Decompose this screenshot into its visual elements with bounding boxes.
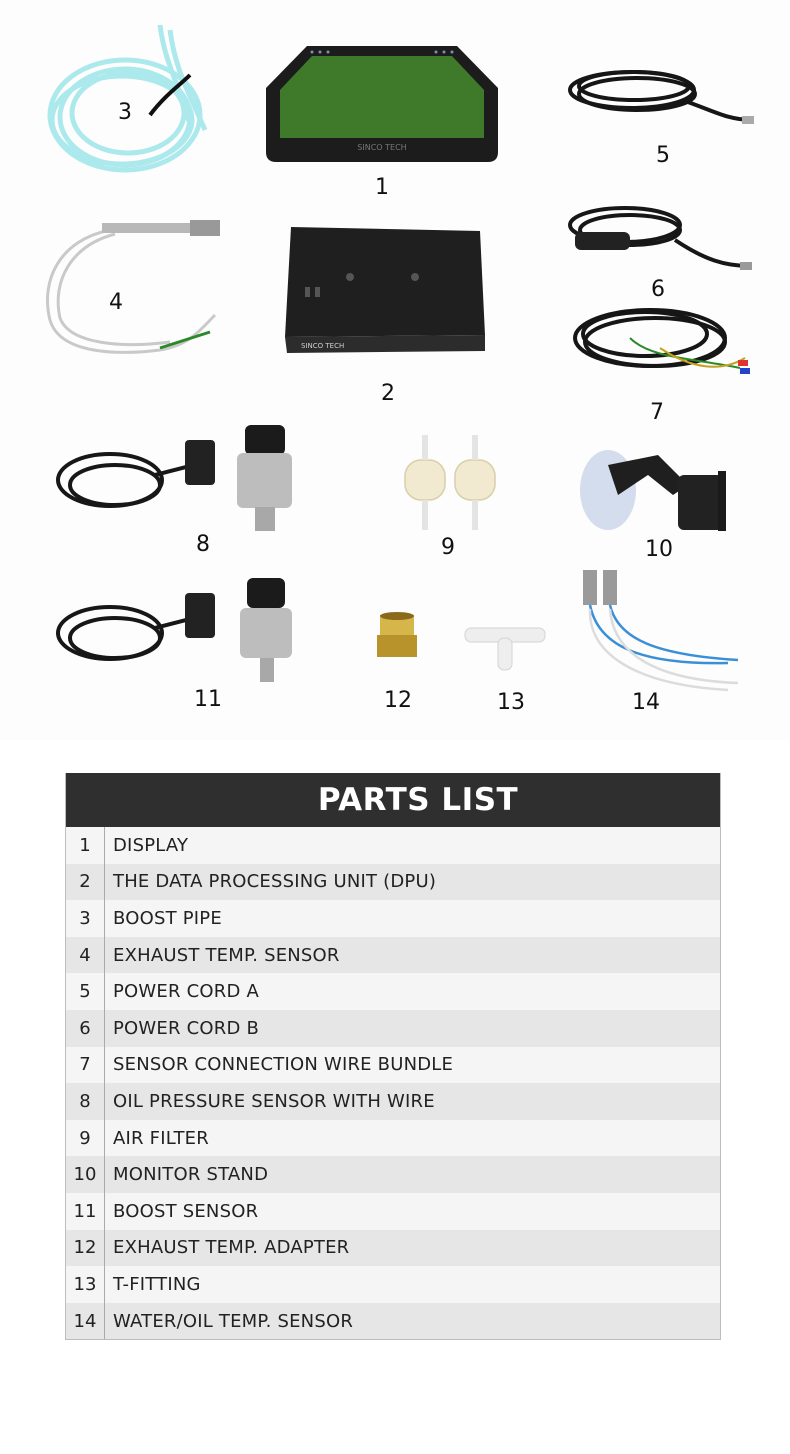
part-number-cell: 2: [79, 871, 91, 893]
table-row: [66, 1156, 720, 1193]
table-row: [66, 1010, 720, 1047]
dpu-brand-text: SINCO TECH: [301, 342, 345, 350]
oil-pressure-sensor-image: [55, 425, 300, 535]
item-number-6: 6: [651, 277, 665, 302]
part-name-cell: SENSOR CONNECTION WIRE BUNDLE: [113, 1054, 454, 1076]
part-name-cell: T-FITTING: [113, 1273, 201, 1295]
table-row: [66, 827, 720, 864]
parts-list-header: [66, 773, 720, 827]
item-number-5: 5: [656, 143, 670, 168]
table-row: [66, 1266, 720, 1303]
t-fitting-image: [465, 620, 550, 675]
part-number-cell: 11: [73, 1200, 97, 1222]
part-name-cell: THE DATA PROCESSING UNIT (DPU): [113, 871, 437, 893]
table-row: [66, 864, 720, 901]
parts-list-table: [65, 773, 721, 1340]
part-name-cell: BOOST SENSOR: [113, 1200, 259, 1222]
part-number-cell: 6: [79, 1017, 91, 1039]
table-row: [66, 1230, 720, 1267]
item-number-13: 13: [497, 690, 525, 715]
exhaust-temp-sensor-image: [40, 220, 230, 365]
item-number-1: 1: [375, 175, 389, 200]
part-name-cell: EXHAUST TEMP. SENSOR: [113, 944, 340, 966]
part-name-cell: MONITOR STAND: [113, 1164, 269, 1186]
part-number-cell: 3: [79, 907, 91, 929]
part-name-cell: EXHAUST TEMP. ADAPTER: [113, 1237, 350, 1259]
parts-list-title: PARTS LIST: [317, 782, 519, 818]
power-cord-a-image: [562, 60, 762, 135]
air-filter-image: [395, 435, 505, 535]
water-oil-temp-sensor-image: [578, 565, 748, 700]
part-name-cell: AIR FILTER: [113, 1127, 209, 1149]
item-number-14: 14: [632, 690, 660, 715]
item-number-12: 12: [384, 688, 412, 713]
table-row: [66, 1083, 720, 1120]
item-number-7: 7: [650, 400, 664, 425]
exhaust-temp-adapter-image: [375, 610, 420, 665]
part-number-cell: 8: [79, 1090, 91, 1112]
table-row: [66, 937, 720, 974]
item-number-3: 3: [118, 100, 132, 125]
item-number-10: 10: [645, 537, 673, 562]
parts-list-rows: [66, 827, 720, 1339]
part-number-cell: 13: [73, 1273, 97, 1295]
item-number-4: 4: [109, 290, 123, 315]
monitor-stand-image: [578, 435, 743, 535]
part-name-cell: OIL PRESSURE SENSOR WITH WIRE: [113, 1090, 435, 1112]
power-cord-b-image: [565, 200, 760, 280]
part-name-cell: POWER CORD B: [113, 1017, 259, 1039]
item-number-2: 2: [381, 381, 395, 406]
table-row: [66, 1047, 720, 1084]
part-number-cell: 14: [73, 1310, 97, 1332]
item-number-11: 11: [194, 687, 222, 712]
part-name-cell: POWER CORD A: [113, 981, 259, 1003]
part-number-cell: 12: [73, 1237, 97, 1259]
part-name-cell: WATER/OIL TEMP. SENSOR: [113, 1310, 354, 1332]
table-row: [66, 1303, 720, 1340]
part-number-cell: 10: [73, 1164, 97, 1186]
display-image: [262, 42, 502, 164]
part-number-cell: 1: [79, 834, 91, 856]
item-number-9: 9: [441, 535, 455, 560]
part-name-cell: DISPLAY: [113, 834, 189, 856]
boost-sensor-image: [55, 578, 300, 688]
sensor-wire-bundle-image: [570, 298, 760, 388]
part-number-cell: 4: [79, 944, 91, 966]
table-row: [66, 1120, 720, 1157]
display-brand-text: SINCO TECH: [357, 143, 407, 152]
part-number-cell: 9: [79, 1127, 91, 1149]
part-name-cell: BOOST PIPE: [113, 907, 222, 929]
table-row: [66, 1193, 720, 1230]
part-number-cell: 7: [79, 1054, 91, 1076]
item-number-8: 8: [196, 532, 210, 557]
table-row: [66, 900, 720, 937]
table-row: [66, 973, 720, 1010]
dpu-image: [285, 225, 490, 355]
part-number-cell: 5: [79, 981, 91, 1003]
